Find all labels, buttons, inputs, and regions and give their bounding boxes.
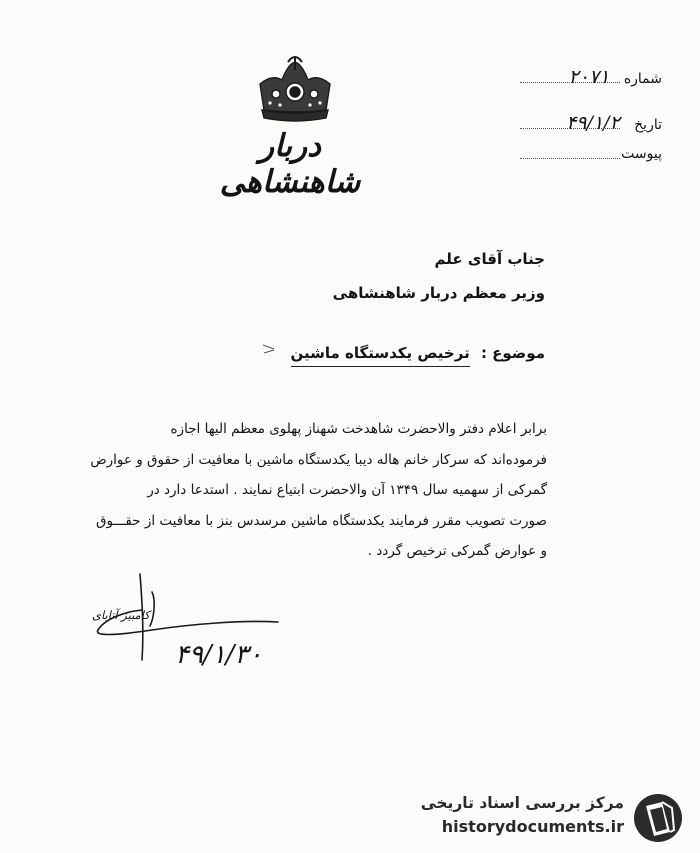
body-line-3: گمرکی از سهمیه سال ۱۳۴۹ آن والاحضرت ابتیاع نمایند . استدعا دارد در xyxy=(147,482,547,498)
body-line-5: و عوارض گمرکی ترخیص گردد . xyxy=(367,543,547,559)
body-line-1: برابر اعلام دفتر والاحضرت شاهدخت شهناز پهلوی معظم الیها اجازه xyxy=(170,421,547,437)
watermark-url: historydocuments.ir xyxy=(441,817,624,836)
reference-date xyxy=(566,112,662,134)
attachment-dotted-line xyxy=(520,158,620,159)
attachment-label: پیوست xyxy=(621,146,662,162)
signatory-name: کامبیز آتابای xyxy=(92,608,150,622)
archive-watermark xyxy=(406,792,686,844)
body-line-2: فرموده‌اند که سرکار خانم هاله دیبا یکدستگاه ماشین با معافیت از حقوق و عوارض xyxy=(90,451,547,468)
court-name-heading: دربار شاهنشاهی xyxy=(219,128,361,200)
subject-label: موضوع : xyxy=(480,344,545,362)
number-label: شماره xyxy=(623,71,662,87)
addressee-title: وزیر معظم دربار شاهنشاهی xyxy=(332,284,545,302)
subject-value: ترخیص یکدستگاه ماشین xyxy=(291,344,470,367)
reference-attachment xyxy=(621,146,662,162)
crown-emblem-icon xyxy=(252,54,338,126)
letter-body xyxy=(37,414,547,567)
watermark-title: مرکز بررسی اسناد تاریخی xyxy=(420,794,624,812)
number-dotted-line xyxy=(520,82,620,83)
body-line-4: صورت تصویب مقرر فرمایند یکدستگاه ماشین مرسدس بنز با معافیت از حقـــوق xyxy=(96,512,547,529)
date-value: ۴۹/۱/۲ xyxy=(566,112,620,134)
reference-number xyxy=(569,66,662,88)
archive-logo-icon xyxy=(632,792,684,844)
number-value: ۲۰۷۱ xyxy=(568,66,610,88)
subject-line xyxy=(291,344,546,362)
date-label: تاریخ xyxy=(634,117,662,133)
date-dotted-line xyxy=(520,128,620,129)
addressee-name: جناب آقای علم xyxy=(434,250,545,268)
handwritten-date: ۴۹/۱/۳۰ xyxy=(175,640,263,670)
pen-mark-icon xyxy=(262,343,276,355)
